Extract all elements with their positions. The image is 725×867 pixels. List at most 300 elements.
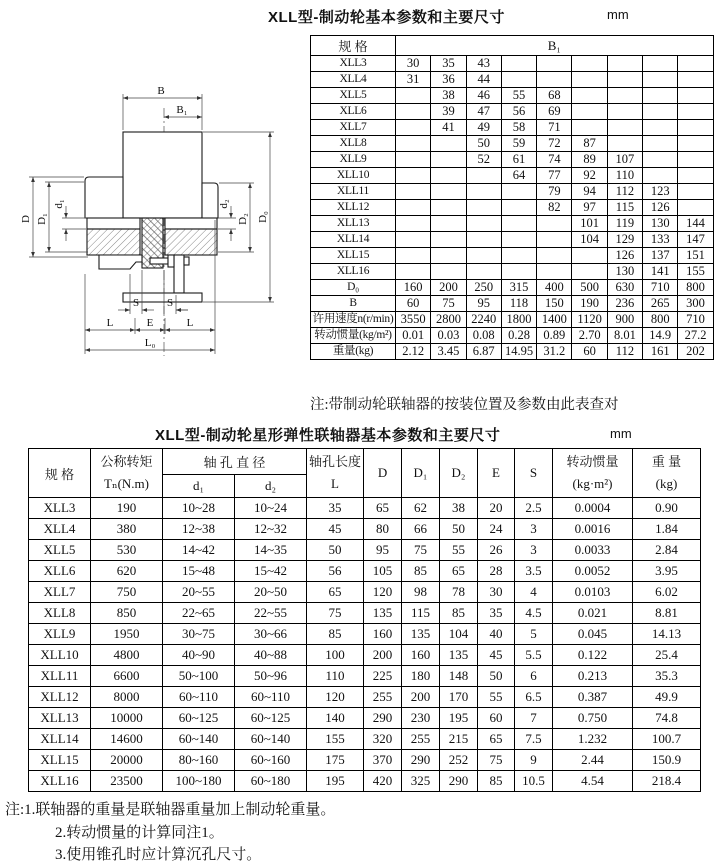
cell	[643, 168, 678, 184]
cell	[466, 216, 501, 232]
cell: 112	[607, 184, 642, 200]
cell: 85	[478, 771, 515, 792]
row-label: XLL13	[311, 216, 396, 232]
cell: 195	[307, 771, 364, 792]
cell: 20~55	[163, 582, 235, 603]
row-label: XLL5	[29, 540, 91, 561]
cell: 100	[307, 645, 364, 666]
cell: 30	[478, 582, 515, 603]
brake-wheel-rim	[123, 132, 202, 218]
cell	[678, 72, 713, 88]
cell: 115	[607, 200, 642, 216]
cell: 118	[501, 296, 536, 312]
cell: 7	[515, 708, 553, 729]
cell	[431, 216, 466, 232]
cell: 14~35	[235, 540, 307, 561]
cell: 8.81	[633, 603, 701, 624]
table-row	[311, 344, 714, 360]
t2-weight-header	[633, 449, 701, 498]
cell: 60~160	[235, 750, 307, 771]
cell: 218.4	[633, 771, 701, 792]
cell	[607, 104, 642, 120]
left-flange-section	[87, 229, 140, 255]
cell: 1400	[537, 312, 572, 328]
cell: 65	[307, 582, 364, 603]
t2-D-header: D	[364, 449, 402, 498]
dim-label-D1: D₁	[36, 213, 48, 225]
cell: 710	[678, 312, 713, 328]
row-label: XLL8	[29, 603, 91, 624]
footnote-3: 3.使用锥孔时应计算沉孔尺寸。	[55, 847, 262, 863]
cell: 41	[431, 120, 466, 136]
cell: 78	[440, 582, 478, 603]
cell: 6.87	[466, 344, 501, 360]
cell: 6.02	[633, 582, 701, 603]
cell: 900	[607, 312, 642, 328]
cell: 800	[643, 312, 678, 328]
cell: 710	[643, 280, 678, 296]
cell	[678, 56, 713, 72]
cell: 40~88	[235, 645, 307, 666]
cell: 97	[572, 200, 607, 216]
cell	[572, 72, 607, 88]
table-row	[29, 771, 701, 792]
row-label: 重量(kg)	[311, 344, 396, 360]
cell	[501, 248, 536, 264]
cell: 28	[478, 561, 515, 582]
cell: 126	[643, 200, 678, 216]
cell: 60~140	[235, 729, 307, 750]
cell: 38	[431, 88, 466, 104]
table-row	[311, 248, 714, 264]
cell: 85	[307, 624, 364, 645]
row-label: XLL15	[311, 248, 396, 264]
cell: 50	[440, 519, 478, 540]
cell: 35	[307, 498, 364, 519]
cell: 144	[678, 216, 713, 232]
cell: 80	[364, 519, 402, 540]
cell: 40	[478, 624, 515, 645]
cell	[501, 232, 536, 248]
cell: 0.01	[396, 328, 431, 344]
cell: 10000	[91, 708, 163, 729]
dim-label-L0: L₀	[144, 337, 156, 349]
table2-unit-label: mm	[610, 426, 632, 441]
dim-label-d1: d₁	[53, 199, 65, 209]
table-row	[311, 88, 714, 104]
cell: 140	[307, 708, 364, 729]
cell	[501, 264, 536, 280]
table-row	[29, 624, 701, 645]
row-label: XLL10	[311, 168, 396, 184]
cell: 72	[537, 136, 572, 152]
cell: 104	[440, 624, 478, 645]
row-label: XLL3	[29, 498, 91, 519]
row-label: XLL8	[311, 136, 396, 152]
cell: 60	[572, 344, 607, 360]
cell: 58	[501, 120, 536, 136]
table-row	[311, 264, 714, 280]
cell	[501, 200, 536, 216]
cell: 325	[402, 771, 440, 792]
table1-unit-label: mm	[607, 7, 629, 22]
cell	[537, 248, 572, 264]
row-label: B	[311, 296, 396, 312]
cell: 500	[572, 280, 607, 296]
brake-wheel-parameters-table	[310, 35, 714, 360]
cell	[466, 264, 501, 280]
cell	[572, 248, 607, 264]
table-row	[29, 645, 701, 666]
coupling-parameters-table	[28, 448, 701, 792]
cell: 170	[440, 687, 478, 708]
cell	[537, 216, 572, 232]
cell: 66	[402, 519, 440, 540]
cell: 630	[607, 280, 642, 296]
cell	[431, 184, 466, 200]
cell: 23500	[91, 771, 163, 792]
table-row	[29, 708, 701, 729]
row-label: XLL6	[311, 104, 396, 120]
cell: 420	[364, 771, 402, 792]
cell	[396, 264, 431, 280]
cell: 130	[607, 264, 642, 280]
bolt-head	[168, 255, 174, 267]
cell	[643, 72, 678, 88]
cell: 5.5	[515, 645, 553, 666]
cell	[607, 72, 642, 88]
cell: 0.213	[553, 666, 633, 687]
cell: 150.9	[633, 750, 701, 771]
table-row	[311, 200, 714, 216]
cell: 75	[431, 296, 466, 312]
cell: 200	[364, 645, 402, 666]
cell	[537, 72, 572, 88]
left-hub	[85, 177, 123, 218]
row-label: XLL13	[29, 708, 91, 729]
cell: 85	[402, 561, 440, 582]
cell	[396, 152, 431, 168]
cell: 24	[478, 519, 515, 540]
cell	[537, 232, 572, 248]
table1-note: 注:带制动轮联轴器的按装位置及参数由此表查对	[310, 397, 619, 413]
cell: 85	[440, 603, 478, 624]
cell	[466, 232, 501, 248]
cell: 290	[440, 771, 478, 792]
cell: 1950	[91, 624, 163, 645]
cell: 45	[307, 519, 364, 540]
footnotes	[5, 799, 335, 867]
cell: 60~110	[235, 687, 307, 708]
cell	[678, 200, 713, 216]
cell: 10~24	[235, 498, 307, 519]
table-row	[311, 72, 714, 88]
row-label: XLL3	[311, 56, 396, 72]
cell: 60~140	[163, 729, 235, 750]
cell	[396, 248, 431, 264]
cell: 290	[364, 708, 402, 729]
cell: 14600	[91, 729, 163, 750]
row-label: XLL15	[29, 750, 91, 771]
cell: 62	[402, 498, 440, 519]
cell: 129	[607, 232, 642, 248]
row-label: XLL11	[311, 184, 396, 200]
cell: 137	[643, 248, 678, 264]
cell: 75	[402, 540, 440, 561]
cell: 100.7	[633, 729, 701, 750]
t2-bore-length-header	[307, 449, 364, 498]
row-label: XLL6	[29, 561, 91, 582]
cell	[537, 264, 572, 280]
table-row	[29, 582, 701, 603]
cell	[501, 216, 536, 232]
cell: 126	[607, 248, 642, 264]
cell: 14.9	[643, 328, 678, 344]
right-bore	[165, 218, 217, 229]
cell: 320	[364, 729, 402, 750]
t2-inertia-header	[553, 449, 633, 498]
table-row	[311, 184, 714, 200]
cell: 123	[643, 184, 678, 200]
cell: 620	[91, 561, 163, 582]
cell: 0.90	[633, 498, 701, 519]
cell: 12~32	[235, 519, 307, 540]
cell	[396, 136, 431, 152]
table-header-row	[29, 449, 701, 475]
cell: 56	[307, 561, 364, 582]
cell	[501, 184, 536, 200]
cell	[643, 152, 678, 168]
cell: 101	[572, 216, 607, 232]
cell: 55	[501, 88, 536, 104]
cell	[396, 168, 431, 184]
cell: 95	[364, 540, 402, 561]
cell	[466, 168, 501, 184]
t2-inertia-line2: (kg·m²)	[572, 476, 613, 491]
cell	[572, 120, 607, 136]
cell: 31	[396, 72, 431, 88]
cell: 1800	[501, 312, 536, 328]
cell: 14~42	[163, 540, 235, 561]
cell: 7.5	[515, 729, 553, 750]
cell: 255	[364, 687, 402, 708]
cell: 3.45	[431, 344, 466, 360]
dim-label-B: B	[157, 85, 165, 97]
row-label: XLL12	[311, 200, 396, 216]
cell: 0.045	[553, 624, 633, 645]
table-row	[311, 280, 714, 296]
cell: 56	[501, 104, 536, 120]
cell	[396, 88, 431, 104]
cell: 30~66	[235, 624, 307, 645]
cell	[607, 136, 642, 152]
cell: 15~48	[163, 561, 235, 582]
row-label: XLL9	[311, 152, 396, 168]
cell	[466, 248, 501, 264]
cell: 95	[466, 296, 501, 312]
cell	[607, 88, 642, 104]
cell: 290	[402, 750, 440, 771]
cell: 14.95	[501, 344, 536, 360]
footnote-1: 注:1.联轴器的重量是联轴器重量加上制动轮重量。	[5, 802, 336, 818]
cell: 2240	[466, 312, 501, 328]
cell: 49.9	[633, 687, 701, 708]
row-label: XLL7	[29, 582, 91, 603]
coupling-body	[85, 132, 218, 302]
t2-torque-header	[91, 449, 163, 498]
cell: 252	[440, 750, 478, 771]
cell: 190	[91, 498, 163, 519]
cell: 60~110	[163, 687, 235, 708]
cell: 3	[515, 540, 553, 561]
table-row	[311, 56, 714, 72]
cell	[572, 104, 607, 120]
cell: 0.0004	[553, 498, 633, 519]
cell	[431, 168, 466, 184]
cell: 107	[607, 152, 642, 168]
cell: 2.70	[572, 328, 607, 344]
cell: 110	[607, 168, 642, 184]
cell: 61	[501, 152, 536, 168]
cell: 92	[572, 168, 607, 184]
cell: 31.2	[537, 344, 572, 360]
bolt-nut	[184, 257, 189, 265]
cell: 10.5	[515, 771, 553, 792]
cell: 160	[364, 624, 402, 645]
cell: 12~38	[163, 519, 235, 540]
cell: 46	[466, 88, 501, 104]
cell: 400	[537, 280, 572, 296]
cell: 36	[431, 72, 466, 88]
cell: 300	[678, 296, 713, 312]
cell	[607, 120, 642, 136]
cell	[396, 184, 431, 200]
table-row	[29, 666, 701, 687]
cell: 50~100	[163, 666, 235, 687]
bolt-shaft	[150, 258, 168, 264]
cell: 22~65	[163, 603, 235, 624]
cell	[396, 104, 431, 120]
cell: 225	[364, 666, 402, 687]
cell	[643, 104, 678, 120]
cell: 133	[643, 232, 678, 248]
table-row	[311, 168, 714, 184]
cell	[678, 184, 713, 200]
cell: 230	[402, 708, 440, 729]
cell: 64	[501, 168, 536, 184]
cell: 65	[440, 561, 478, 582]
t2-D1-header: D₁	[402, 449, 440, 498]
row-label: XLL16	[311, 264, 396, 280]
cell: 60	[396, 296, 431, 312]
cell: 6	[515, 666, 553, 687]
table-row	[311, 216, 714, 232]
cell: 87	[572, 136, 607, 152]
t2-bore-length-line2: L	[331, 476, 339, 491]
right-flange-section	[165, 229, 217, 255]
cell: 0.03	[431, 328, 466, 344]
cell: 161	[643, 344, 678, 360]
row-label: XLL14	[311, 232, 396, 248]
cell	[466, 200, 501, 216]
footnote-2: 2.转动惯量的计算同注1。	[55, 824, 224, 841]
cell: 130	[643, 216, 678, 232]
cell	[537, 56, 572, 72]
cell: 315	[501, 280, 536, 296]
left-bore	[87, 218, 140, 229]
cell: 1.232	[553, 729, 633, 750]
cell: 0.0033	[553, 540, 633, 561]
row-label: 许用速度n(r/min)	[311, 312, 396, 328]
cell: 30~75	[163, 624, 235, 645]
table-row	[29, 519, 701, 540]
cell: 110	[307, 666, 364, 687]
cell: 71	[537, 120, 572, 136]
cell: 60~125	[235, 708, 307, 729]
cell: 49	[466, 120, 501, 136]
cell: 60~125	[163, 708, 235, 729]
cell: 104	[572, 232, 607, 248]
cell: 14.13	[633, 624, 701, 645]
cell: 50	[307, 540, 364, 561]
cell: 160	[402, 645, 440, 666]
cell: 47	[466, 104, 501, 120]
right-hub	[202, 183, 218, 218]
cell: 0.0016	[553, 519, 633, 540]
cell: 2.44	[553, 750, 633, 771]
table-row	[311, 328, 714, 344]
cell: 35	[431, 56, 466, 72]
t2-D2-header: D₂	[440, 449, 478, 498]
cell	[431, 248, 466, 264]
cell: 4	[515, 582, 553, 603]
cell: 75	[307, 603, 364, 624]
dim-label-D0: D₀	[257, 211, 269, 223]
row-label: XLL5	[311, 88, 396, 104]
cell	[607, 56, 642, 72]
t2-weight-line2: (kg)	[655, 476, 678, 491]
cell: 20~50	[235, 582, 307, 603]
cell: 77	[537, 168, 572, 184]
cell: 50	[478, 666, 515, 687]
cell: 4.54	[553, 771, 633, 792]
cell: 55	[478, 687, 515, 708]
cell: 10~28	[163, 498, 235, 519]
cell	[572, 264, 607, 280]
cell: 43	[466, 56, 501, 72]
cell: 82	[537, 200, 572, 216]
cell: 115	[402, 603, 440, 624]
cell: 112	[607, 344, 642, 360]
cell: 0.28	[501, 328, 536, 344]
t1-spec-header: 规 格	[311, 36, 396, 56]
cell: 850	[91, 603, 163, 624]
dim-label-L-left: L	[106, 317, 114, 329]
table-row	[29, 729, 701, 750]
dim-label-D: D	[20, 215, 32, 223]
cell	[572, 88, 607, 104]
cell	[678, 152, 713, 168]
table-row	[29, 750, 701, 771]
cell	[678, 104, 713, 120]
cell: 25.4	[633, 645, 701, 666]
cell: 45	[478, 645, 515, 666]
cell: 40~90	[163, 645, 235, 666]
table-row	[311, 104, 714, 120]
cell: 250	[466, 280, 501, 296]
cell: 190	[572, 296, 607, 312]
table-row	[311, 296, 714, 312]
